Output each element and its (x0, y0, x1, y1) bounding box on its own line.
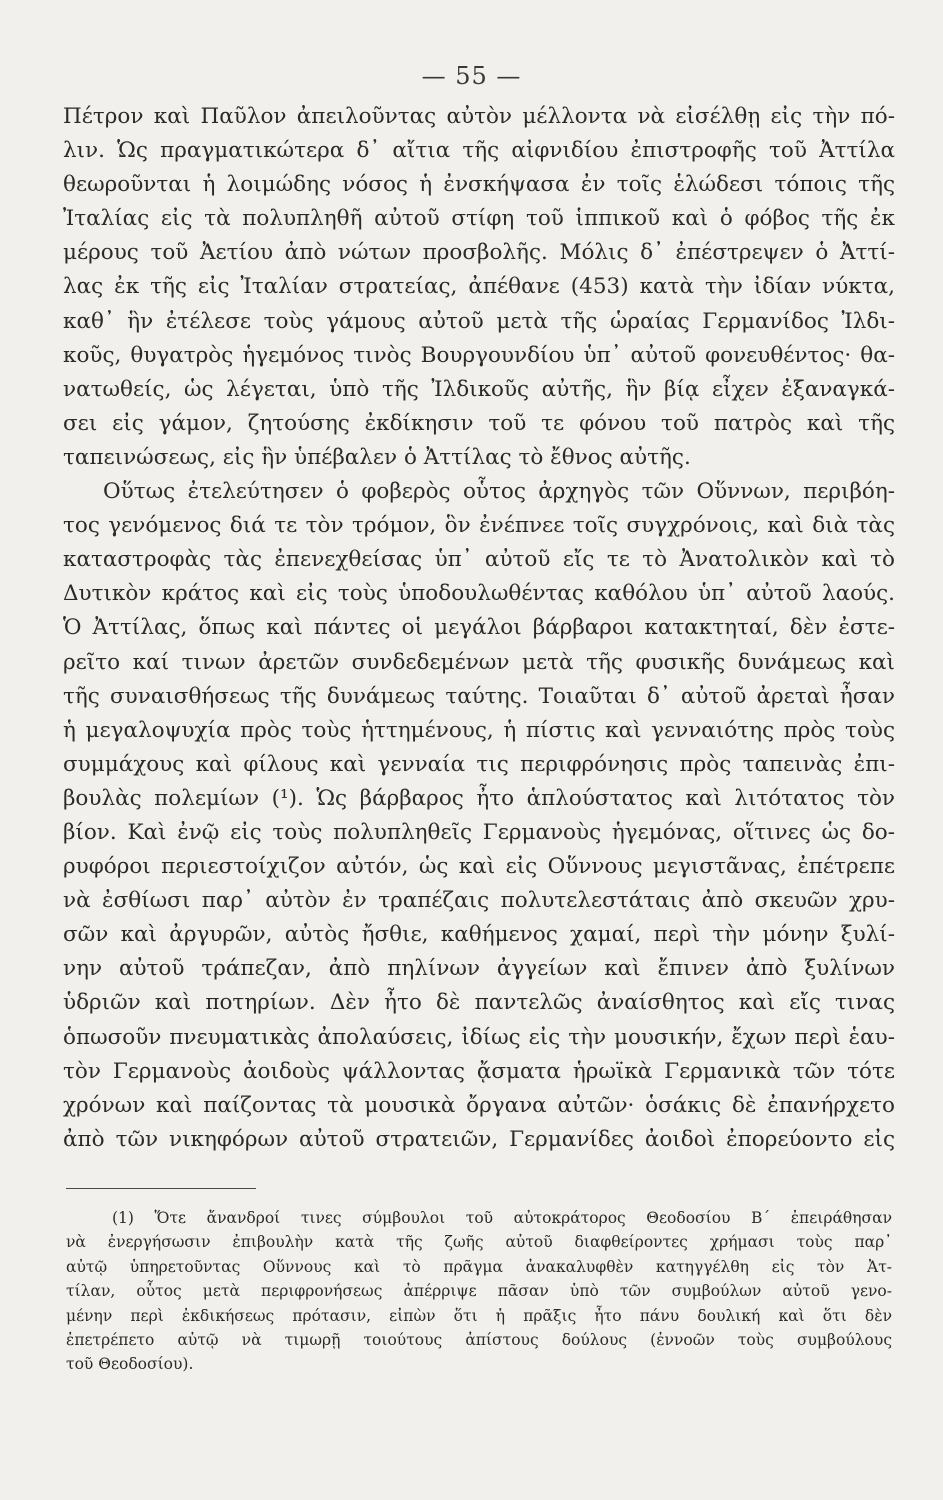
text-line: ρυφόροι περιεστοίχιζον αὐτόν, ὡς καὶ εἰς Οὕννους μεγιστᾶνας, ἐπέτρεπε (63, 854, 895, 880)
text-line: βίον. Καὶ ἐνῷ εἰς τοὺς πολυπληθεῖς Γερμανοὺς ἡγεμόνας, οἵτινες ὡς δο- (63, 819, 895, 845)
text-line: τος γενόμενος διά τε τὸν τρόμον, ὃν ἐνέπνεε τοῖς συγχρόνοις, καὶ διὰ τὰς (63, 513, 895, 539)
footnote-line: τοῦ Θεοδοσίου). (66, 1355, 194, 1374)
text-line: χρόνων καὶ παίζοντας τὰ μουσικὰ ὄργανα αὐτῶν· ὁσάκις δὲ ἐπανήρχετο (63, 1092, 895, 1118)
footnote (66, 1206, 892, 1377)
text-line: σει εἰς γάμον, ζητούσης ἐκδίκησιν τοῦ τε φόνου τοῦ πατρὸς καὶ τῆς (63, 410, 895, 436)
text-line: Πέτρον καὶ Παῦλον ἀπειλοῦντας αὐτὸν μέλλοντα νὰ εἰσέλθῃ εἰς τὴν πό- (63, 104, 895, 129)
text-line: ἀπὸ τῶν νικηφόρων αὐτοῦ στρατειῶν, Γερμανίδες ἀοιδοὶ ἐπορεύοντο εἰς (63, 1126, 895, 1152)
footnote-line: τίλαν, οὗτος μετὰ περιφρονήσεως ἀπέρριψε πᾶσαν ὑπὸ τῶν συμβούλων αὐτοῦ γενο- (66, 1282, 892, 1301)
footnote-line: μένην περὶ ἐκδικήσεως πρότασιν, εἰπὼν ὅτι ἡ πρᾶξις ἦτο πάνυ δουλική καὶ ὅτι δὲν (66, 1306, 892, 1325)
text-line: λας ἐκ τῆς εἰς Ἰταλίαν στρατείας, ἀπέθανε (453) κατὰ τὴν ἰδίαν νύκτα, (63, 274, 895, 300)
footnote-line: ἐπετρέπετο αὐτῷ νὰ τιμωρῇ τοιούτους ἀπίστους δούλους (ἐννοῶν τοὺς συμβούλους (66, 1330, 892, 1349)
text-line: ρεῖτο καί τινων ἀρετῶν συνδεδεμένων μετὰ τῆς φυσικῆς δυνάμεως καὶ (63, 649, 895, 675)
text-line: λιν. Ὡς πραγματικώτερα δ᾽ αἴτια τῆς αἰφνιδίου ἐπιστροφῆς τοῦ Ἀττίλα (63, 138, 895, 164)
text-line: σῶν καὶ ἀργυρῶν, αὐτὸς ἤσθιε, καθήμενος χαμαί, περὶ τὴν μόνην ξυλί- (63, 922, 895, 948)
text-line: Ἰταλίας εἰς τὰ πολυπληθῆ αὐτοῦ στίφη τοῦ ἱππικοῦ καὶ ὁ φόβος τῆς ἐκ (63, 206, 895, 232)
footnote-line: νὰ ἐνεργήσωσιν ἐπιβουλὴν κατὰ τῆς ζωῆς αὐτοῦ διαφθείροντες χρήμασι τοὺς παρ᾽ (66, 1233, 892, 1252)
text-line: νατωθείς, ὡς λέγεται, ὑπὸ τῆς Ἰλδικοῦς αὐτῆς, ἣν βίᾳ εἶχεν ἐξαναγκά- (63, 376, 895, 402)
text-line: νην αὐτοῦ τράπεζαν, ἀπὸ πηλίνων ἀγγείων καὶ ἔπινεν ἀπὸ ξυλίνων (63, 956, 895, 982)
text-line: συμμάχους καὶ φίλους καὶ γενναία τις περιφρόνησις πρὸς ταπεινὰς ἐπι- (63, 751, 895, 777)
text-line: καθ᾽ ἣν ἐτέλεσε τοὺς γάμους αὐτοῦ μετὰ τῆς ὡραίας Γερμανίδος Ἰλδι- (63, 308, 895, 334)
text-line: τῆς συναισθήσεως τῆς δυνάμεως ταύτης. Τοιαῦται δ᾽ αὐτοῦ ἀρεταὶ ἦσαν (63, 683, 895, 709)
text-line: καταστροφὰς τὰς ἐπενεχθείσας ὑπ᾽ αὐτοῦ εἴς τε τὸ Ἀνατολικὸν καὶ τὸ (63, 547, 895, 573)
main-text (63, 100, 895, 1157)
text-line: βουλὰς πολεμίων (¹). Ὡς βάρβαρος ἦτο ἁπλούστατος καὶ λιτότατος τὸν (63, 785, 895, 811)
text-line: θεωροῦνται ἡ λοιμώδης νόσος ἡ ἐνσκήψασα ἐν τοῖς ἑλώδεσι τόποις τῆς (63, 172, 895, 198)
text-line-paragraph-end: ταπεινώσεως, εἰς ἣν ὑπέβαλεν ὁ Ἀττίλας τὸ ἔθνος αὐτῆς. (63, 444, 691, 470)
footnote-rule (66, 1188, 256, 1189)
footnote-line: (1) Ὅτε ἄνανδροί τινες σύμβουλοι τοῦ αὐτοκράτορος Θεοδοσίου Β΄ ἐπειράθησαν (112, 1209, 892, 1227)
text-line: ἡ μεγαλοψυχία πρὸς τοὺς ἡττημένους, ἡ πίστις καὶ γενναιότης πρὸς τοὺς (63, 717, 895, 743)
text-line-paragraph-start: Οὕτως ἐτελεύτησεν ὁ φοβερὸς οὗτος ἀρχηγὸς τῶν Οὕννων, περιβόη- (103, 479, 895, 505)
text-line: ὑδριῶν καὶ ποτηρίων. Δὲν ἦτο δὲ παντελῶς ἀναίσθητος καὶ εἴς τινας (63, 990, 895, 1016)
text-line: Ὁ Ἀττίλας, ὅπως καὶ πάντες οἱ μεγάλοι βάρβαροι κατακτηταί, δὲν ἐστε- (63, 615, 895, 641)
text-line: Δυτικὸν κράτος καὶ εἰς τοὺς ὑποδουλωθέντας καθόλου ὑπ᾽ αὐτοῦ λαούς. (63, 581, 895, 607)
text-line: ὁπωσοῦν πνευματικὰς ἀπολαύσεις, ἰδίως εἰς τὴν μουσικήν, ἔχων περὶ ἑαυ- (63, 1024, 895, 1050)
text-line: κοῦς, θυγατρὸς ἡγεμόνος τινὸς Βουργουνδίου ὑπ᾽ αὐτοῦ φονευθέντος· θα- (63, 342, 895, 368)
footnote-line: αὐτῷ ὑπηρετοῦντας Οὕννους καὶ τὸ πρᾶγμα ἀνακαλυφθὲν κατηγγέλθη εἰς τὸν Ἀτ- (66, 1257, 892, 1276)
text-line: τὸν Γερμανοὺς ἀοιδοὺς ψάλλοντας ᾄσματα ἡρωϊκὰ Γερμανικὰ τῶν τότε (63, 1058, 895, 1084)
text-line: νὰ ἐσθίωσι παρ᾽ αὐτὸν ἐν τραπέζαις πολυτελεστάταις ἀπὸ σκευῶν χρυ- (63, 888, 895, 914)
text-line: μέρους τοῦ Ἀετίου ἀπὸ νώτων προσβολῆς. Μόλις δ᾽ ἐπέστρεψεν ὁ Ἀττί- (63, 240, 895, 266)
page-number: — 55 — (421, 62, 522, 90)
